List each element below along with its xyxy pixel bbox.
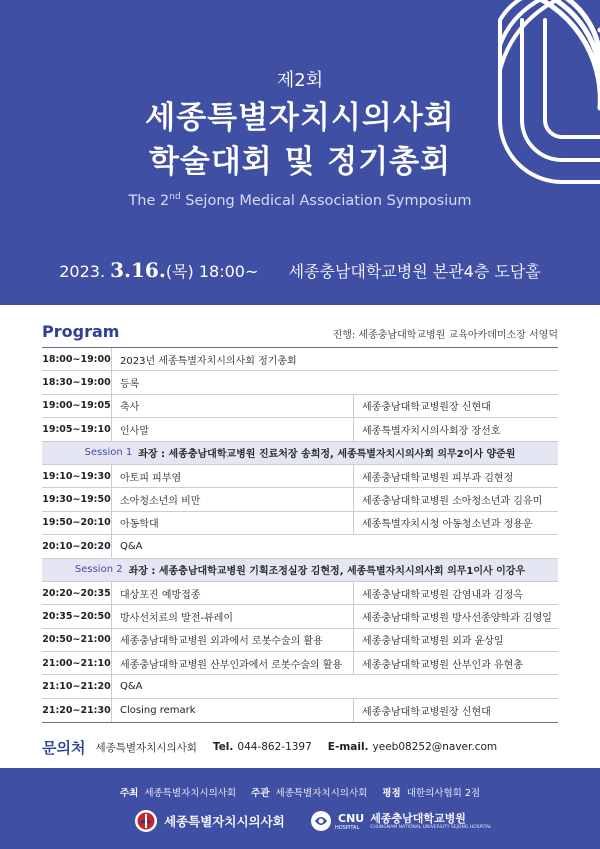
table-row	[42, 535, 558, 558]
association-logo-text: 세종특별자치시의사회	[164, 814, 285, 829]
cnu-hospital-logo	[310, 808, 492, 834]
sejong-medical-association-logo	[134, 808, 285, 834]
row-topic: 세종충남대학교병원 산부인과에서 로봇수술의 활용	[111, 652, 353, 674]
row-speaker: 세종충남대학교병원 감염내과 김정옥	[353, 582, 558, 604]
date-time: 18:00~	[198, 262, 259, 281]
cnu-emblem-icon	[310, 810, 332, 832]
row-topic: 세종충남대학교병원 외과에서 로봇수술의 활용	[111, 629, 353, 651]
row-speaker: 세종충남대학교병원 방사선종양학과 김영일	[353, 605, 558, 627]
row-topic: 소아청소년의 비만	[111, 488, 353, 510]
row-time: 20:20~20:35	[42, 587, 111, 599]
credit-label: 평점	[382, 788, 401, 799]
table-row	[42, 418, 558, 441]
row-topic: 방사선치료의 발전-뷰레이	[111, 605, 353, 627]
association-emblem-icon	[134, 809, 158, 833]
moderator-info: 진행: 세종충남대학교병원 교육아카데미소장 서영덕	[332, 330, 558, 341]
date-venue-line	[0, 258, 600, 282]
table-row	[42, 629, 558, 652]
row-topic: 인사말	[111, 418, 353, 440]
title-line-2: 학술대회 및 정기총회	[148, 144, 452, 180]
row-time: 20:35~20:50	[42, 610, 111, 622]
edition-label: 제2회	[276, 70, 324, 91]
session-2-label: Session 2	[74, 564, 123, 576]
table-row	[42, 582, 558, 605]
session-1-header	[42, 442, 558, 465]
cnu-eng-name: CHUNGNAM NATIONAL UNIVERSITY SEJONG HOSPITAL	[370, 824, 492, 830]
date-weekday: (목)	[165, 262, 194, 281]
subtitle-pre: The 2	[128, 192, 170, 209]
row-speaker: 세종충남대학교병원장 신현대	[353, 699, 558, 722]
row-topic: Q&A	[111, 535, 558, 557]
row-speaker: 세종특별자치시청 아동청소년과 정용운	[353, 512, 558, 534]
row-time: 19:05~19:10	[42, 423, 111, 435]
row-time: 21:10~21:20	[42, 681, 111, 693]
date-month: 3.	[110, 258, 132, 282]
row-topic: Q&A	[111, 675, 558, 697]
row-speaker: 세종충남대학교병원 산부인과 유현총	[353, 652, 558, 674]
row-time: 19:30~19:50	[42, 494, 111, 506]
contact-info	[42, 737, 562, 757]
program-table	[42, 347, 558, 723]
program-title: Program	[42, 322, 120, 341]
session-2-chair: 좌장 : 세종충남대학교병원 기획조정실장 김현정, 세종특별자치시의사회 의무1이사 이강우	[128, 566, 526, 578]
table-row	[42, 652, 558, 675]
row-topic: 아동학대	[111, 512, 353, 534]
table-row	[42, 699, 558, 722]
row-topic: 아토피 피부염	[111, 465, 353, 487]
session-1-label: Session 1	[84, 447, 133, 459]
email-label: E-mail.	[327, 741, 369, 753]
program-heading	[42, 322, 558, 342]
table-row	[42, 465, 558, 488]
table-row	[42, 395, 558, 418]
row-speaker: 세종충남대학교병원 외과 윤상일	[353, 629, 558, 651]
cnu-abbr: CNU	[338, 811, 365, 825]
contact-email: yeeb08252@naver.com	[372, 741, 498, 753]
row-time: 19:00~19:05	[42, 400, 111, 412]
host-name: 세종특별자치시의사회	[144, 788, 237, 799]
subtitle-post: Sejong Medical Association Symposium	[180, 192, 472, 209]
row-topic: 대상포진 예방접종	[111, 582, 353, 604]
poster-header	[0, 0, 600, 305]
hosts-line	[0, 785, 600, 799]
row-time: 18:00~19:00	[42, 353, 111, 365]
credit-value: 대한의사협회 2점	[406, 788, 481, 799]
row-topic: 2023년 세종특별자치시의사회 정기총회	[111, 348, 558, 370]
organizer-name: 세종특별자치시의사회	[275, 788, 368, 799]
date-day: 16.	[131, 258, 166, 282]
english-subtitle	[0, 192, 600, 209]
row-speaker: 세종충남대학교병원 소아청소년과 김유미	[353, 488, 558, 510]
row-topic: 축사	[111, 395, 353, 417]
contact-title: 문의처	[42, 738, 86, 757]
tel-label: Tel.	[212, 741, 234, 753]
table-row	[42, 371, 558, 394]
date-year: 2023.	[59, 262, 106, 281]
organizer-label: 주관	[251, 788, 270, 799]
table-row	[42, 605, 558, 628]
row-speaker: 세종특별자치시의사회장 장선호	[353, 418, 558, 440]
contact-tel: 044-862-1397	[237, 741, 312, 753]
row-speaker: 세종충남대학교병원장 신현대	[353, 395, 558, 417]
table-row	[42, 488, 558, 511]
cnu-name: 세종충남대학교병원	[370, 811, 466, 825]
row-time: 18:30~19:00	[42, 377, 111, 389]
host-label: 주최	[119, 788, 139, 799]
venue: 세종충남대학교병원 본관4층 도담홀	[288, 262, 541, 281]
row-time: 21:20~21:30	[42, 705, 111, 717]
table-row	[42, 675, 558, 698]
title-line-1: 세종특별자치시의사회	[145, 100, 455, 136]
row-topic: 등록	[111, 371, 558, 393]
row-time: 19:50~20:10	[42, 517, 111, 529]
poster-footer	[0, 768, 600, 849]
contact-org: 세종특별자치시의사회	[95, 741, 197, 754]
table-row	[42, 512, 558, 535]
row-time: 21:00~21:10	[42, 657, 111, 669]
row-topic: Closing remark	[111, 699, 353, 722]
session-2-header	[42, 559, 558, 582]
row-time: 19:10~19:30	[42, 470, 111, 482]
row-time: 20:50~21:00	[42, 634, 111, 646]
row-speaker: 세종충남대학교병원 피부과 김현정	[353, 465, 558, 487]
subtitle-sup: nd	[169, 192, 181, 202]
session-1-chair: 좌장 : 세종충남대학교병원 진료처장 송희정, 세종특별자치시의사회 의무2이사 양준원	[138, 449, 516, 461]
cnu-sub: HOSPITAL	[335, 824, 360, 831]
table-row	[42, 348, 558, 371]
row-time: 20:10~20:20	[42, 540, 111, 552]
